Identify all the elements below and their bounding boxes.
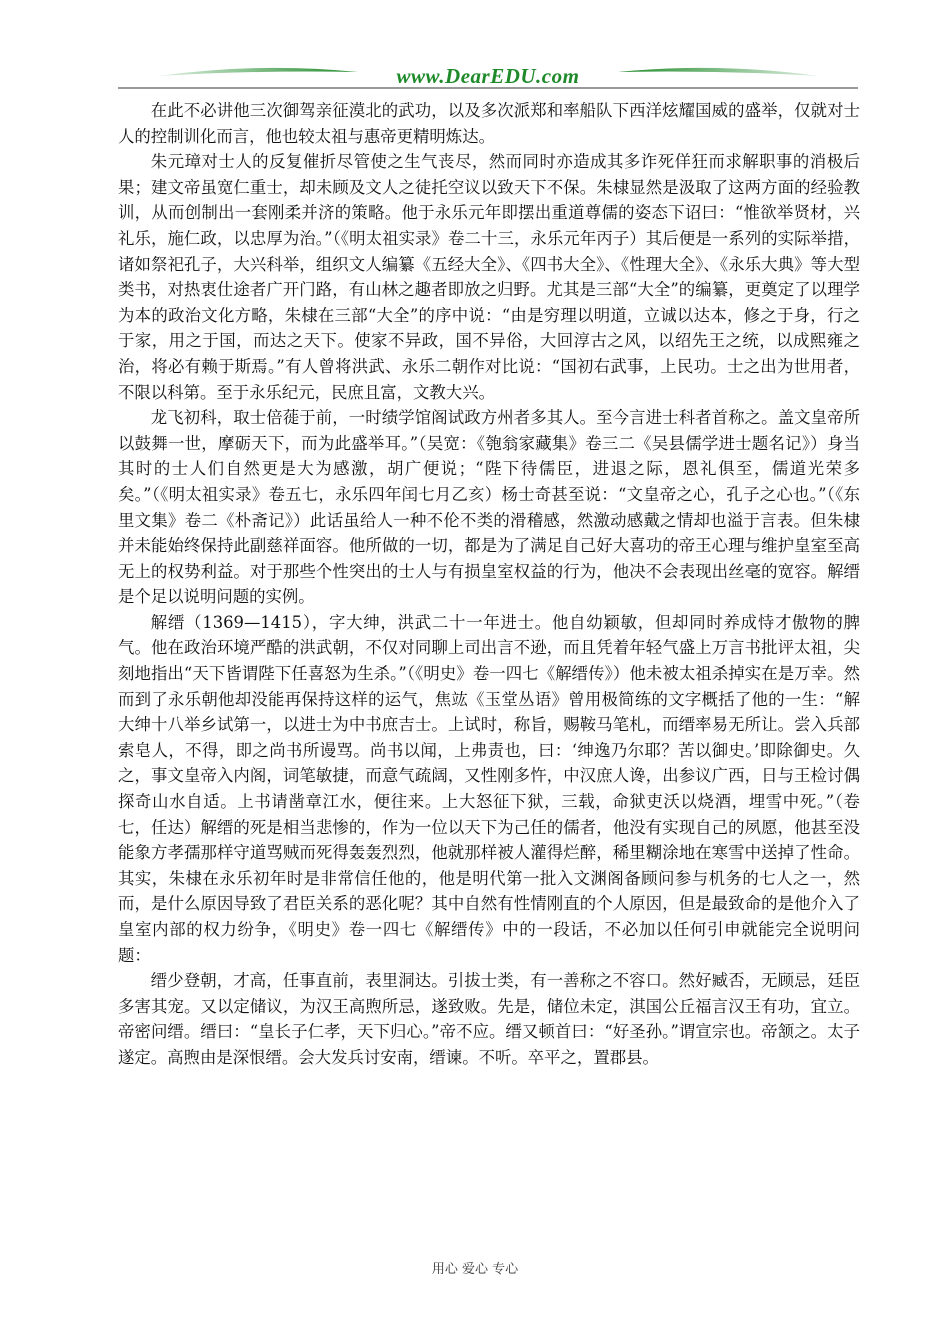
article-body	[118, 98, 860, 1071]
paragraph: 朱元璋对士人的反复催折尽管使之生气丧尽，然而同时亦造成其多诈死佯狂而求解职事的消极后果；建文帝虽宽仁重士，却未顾及文人之徒托空议以致天下不保。朱棣显然是汲取了这两方面的经验教训，从而创制出一套刚柔并济的策略。他于永乐元年即摆出重道尊儒的姿态下诏曰：“惟欲举贤材，兴礼乐，施仁政，以忠厚为治。”（《明太祖实录》卷二十三，永乐元年丙子）其后便是一系列的实际举措，诸如祭祀孔子，大兴科举，组织文人编纂《五经大全》、《四书大全》、《性理大全》、《永乐大典》等大型类书，对热衷仕途者广开门路，有山林之趣者即放之归野。尤其是三部“大全”的编纂，更奠定了以理学为本的政治文化方略，朱棣在三部“大全”的序中说：“由是穷理以明道，立诚以达本，修之于身，行之于家，用之于国，而达之天下。使家不异政，国不异俗，大回淳古之风，以绍先王之统，以成熙雍之治，将必有赖于斯焉。”有人曾将洪武、永乐二朝作对比说：“国初右武事，上民功。士之出为世用者，不限以科第。至于永乐纪元，民庶且富，文教大兴。	[118, 152, 860, 402]
paragraph: 在此不必讲他三次御驾亲征漠北的武功，以及多次派郑和率船队下西洋炫耀国威的盛举，仅就对士人的控制训化而言，他也较太祖与惠帝更精明炼达。	[118, 101, 860, 146]
page-footer: 用心 爱心 专心	[431, 1262, 519, 1277]
paragraph: 龙飞初科，取士倍蓰于前，一时绩学馆阁试政方州者多其人。至今言进士科者首称之。盖文皇帝所以鼓舞一世，摩砺天下，而为此盛举耳。”（吴宽：《匏翁家藏集》卷三二《吴县儒学进士题名记》）身当其时的士人们自然更是大为感激，胡广便说；“陛下待儒臣，进退之际，恩礼俱至，儒道光荣多矣。”（《明太祖实录》卷五七，永乐四年闰七月乙亥）杨士奇甚至说：“文皇帝之心，孔子之心也。”（《东里文集》卷二《朴斋记》）此话虽给人一种不伦不类的滑稽感，然激动感戴之情却也溢于言表。但朱棣并未能始终保持此副慈祥面容。他所做的一切，都是为了满足自己好大喜功的帝王心理与维护皇室至高无上的权势利益。对于那些个性突出的士人与有损皇室权益的行为，他决不会表现出丝毫的宽容。解缙是个足以说明问题的实例。	[118, 408, 860, 607]
paragraph: 缙少登朝，才高，任事直前，表里洞达。引拔士类，有一善称之不容口。然好臧否，无顾忌，廷臣多害其宠。又以定储议，为汉王高煦所忌，遂致败。先是，储位未定，淇国公丘福言汉王有功，宜立。帝密问缙。缙曰：“皇长子仁孝，天下归心。”帝不应。缙又顿首曰：“好圣孙。”谓宣宗也。帝颔之。太子遂定。高煦由是深恨缙。会大发兵讨安南，缙谏。不听。卒平之，置郡县。	[118, 971, 860, 1067]
header-banner	[118, 58, 858, 96]
site-logo-text: www.DearEDU.com	[396, 64, 580, 88]
paragraph: 解缙（1369—1415），字大绅，洪武二十一年进士。他自幼颖敏，但却同时养成恃才傲物的脾气。他在政治环境严酷的洪武朝，不仅对同聊上司出言不逊，而且凭着年轻气盛上万言书批评太祖，尖刻地指出“天下皆谓陛下任喜怒为生杀。”（《明史》卷一四七《解缙传》）他未被太祖杀掉实在是万幸。然而到了永乐朝他却没能再保持这样的运气，焦竑《玉堂丛语》曾用极简练的文字概括了他的一生：“解大绅十八举乡试第一，以进士为中书庶吉士。上试时，称旨，赐鞍马笔札，而缙率易无所让。尝入兵部索皂人，不得，即之尚书所谩骂。尚书以闻，上弗责也，曰：‘绅逸乃尔耶？苦以御史。’即除御史。久之，事文皇帝入内阁，词笔敏捷，而意气疏阔，又性刚多忤，中汉庶人谗，出参议广西，日与王检讨偶探奇山水自适。上书请凿章江水，便往来。上大怒征下狱，三载，命狱吏沃以烧酒，埋雪中死。”（卷七，任达）解缙的死是相当悲惨的，作为一位以天下为己任的儒者，他没有实现自己的夙愿，他甚至没能象方孝孺那样守道骂贼而死得轰轰烈烈，他就那样被人灌得烂醉，稀里糊涂地在寒雪中送掉了性命。其实，朱棣在永乐初年时是非常信任他的，他是明代第一批入文渊阁备顾问参与机务的七人之一，然而，是什么原因导致了君臣关系的恶化呢？其中自然有性情刚直的个人原因，但是最致命的是他介入了皇室内部的权力纷争，《明史》卷一四七《解缙传》中的一段话，不必加以任何引申就能完全说明问题：	[118, 612, 860, 965]
